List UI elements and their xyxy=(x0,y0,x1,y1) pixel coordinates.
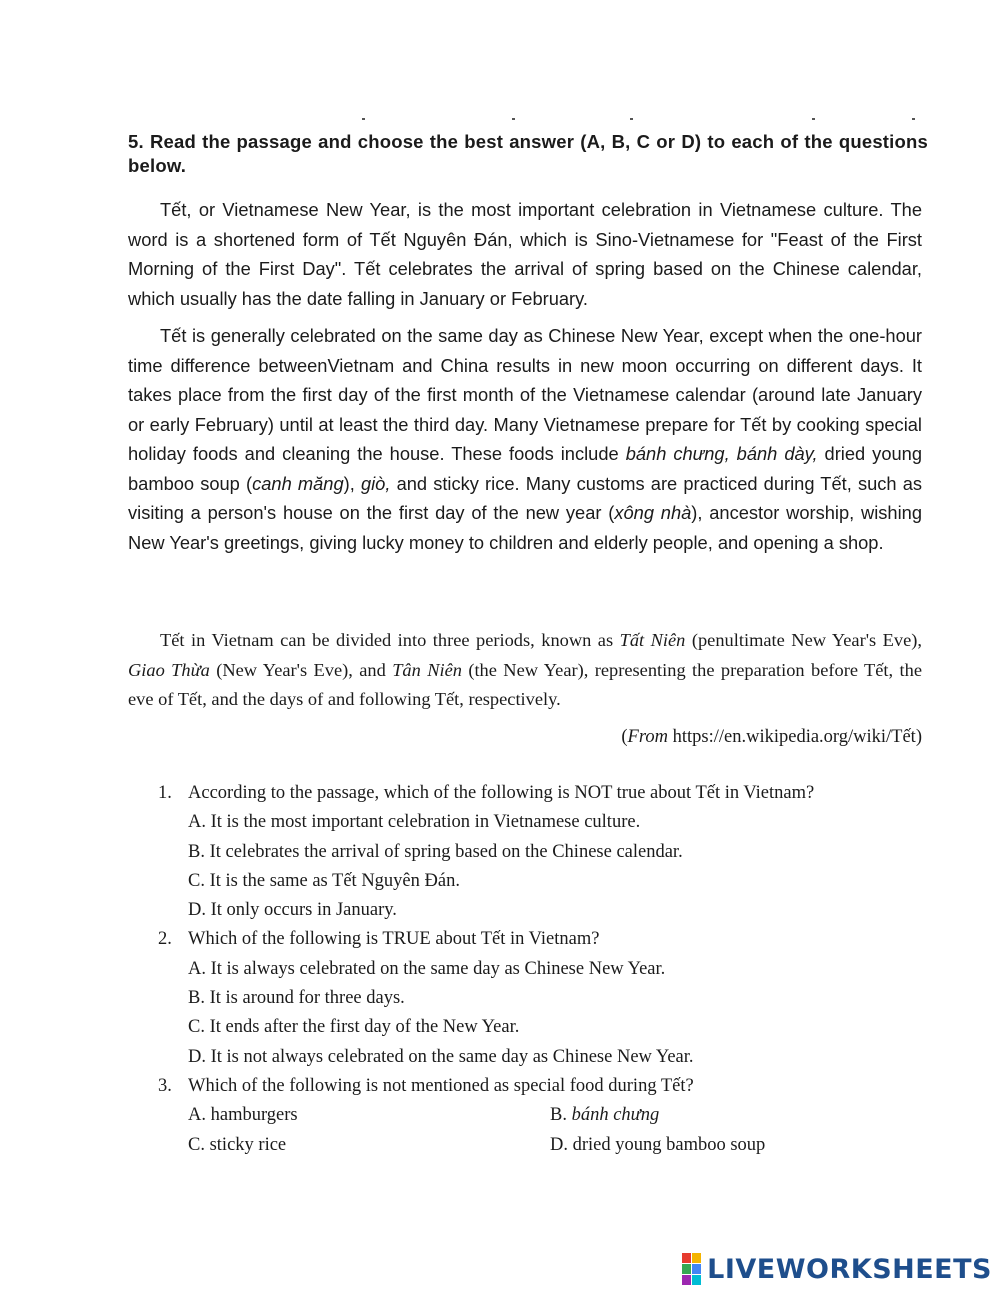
passage-paragraph-2: Tết is generally celebrated on the same day as Chinese New Year, except when the one-hour time difference betweenVietnam and China results in new moon occurring on different days. It takes place from the first day of the first month of the Vietnamese calendar (around late January or early February) until at least the third day. Many Vietnamese prepare for Tết by cooking special holiday foods and cleaning the house. These foods include bánh chưng, bánh dày, dried young bamboo soup (canh măng), giò, and sticky rice. Many customs are practiced during Tết, such as visiting a person's house on the first day of the new year (xông nhà), ancestor worship, wishing New Year's greetings, giving lucky money to children and elderly people, and opening a shop. xyxy=(128,325,923,553)
logo-mark-square xyxy=(692,1264,701,1274)
option-3b[interactable]: B. bánh chưng xyxy=(550,1105,660,1126)
question-1: 1. According to the passage, which of the following is NOT true about Tết in Vietnam? xyxy=(158,783,815,803)
question-list xyxy=(158,779,918,1160)
scan-speck xyxy=(812,118,815,120)
logo-mark-square xyxy=(682,1253,691,1263)
food-name: canh măng xyxy=(252,472,344,494)
period-name: Tất Niên xyxy=(619,630,686,650)
food-name: bánh chưng, bánh dày, xyxy=(625,443,818,464)
logo-mark-square xyxy=(692,1253,701,1263)
source-citation: (From https://en.wikipedia.org/wiki/Tết) xyxy=(621,727,922,747)
passage-paragraph-1: Tết, or Vietnamese New Year, is the most important celebration in Vietnamese culture. The word is a shortened form of Tết Nguyên Đán, which is Sino-Vietnamese for "Feast of the First Morning of the First Day". Tết celebrates the arrival of spring based on the Chinese calendar, which usually has the date falling in January or February. xyxy=(128,199,922,309)
custom-name: xông nhà xyxy=(614,502,692,523)
logo-mark-square xyxy=(682,1264,691,1274)
option-1a[interactable]: A. It is the most important celebration in Vietnamese culture. xyxy=(188,812,641,833)
scan-speck xyxy=(512,118,515,120)
food-name: giò, xyxy=(360,472,391,494)
option-3c[interactable]: C. sticky rice xyxy=(188,1134,287,1155)
logo-mark-square xyxy=(692,1275,701,1285)
liveworksheets-logo-icon xyxy=(682,1253,701,1285)
passage-paragraph-3: Tết in Vietnam can be divided into three periods, known as Tất Niên (penultimate New Year's Eve), Giao Thừa (New Year's Eve), and Tân Niên (the New Year), representing the preparation before Tết, the eve of Tết, and the days of and following Tết, respectively. xyxy=(128,630,922,709)
question-3: 3. Which of the following is not mentioned as special food during Tết? xyxy=(158,1075,694,1096)
liveworksheets-logo-text: LIVEWORKSHEETS xyxy=(707,1253,992,1285)
liveworksheets-logo[interactable] xyxy=(682,1252,992,1286)
option-1c[interactable]: C. It is the same as Tết Nguyên Đán. xyxy=(188,870,460,891)
option-1b[interactable]: B. It celebrates the arrival of spring based on the Chinese calendar. xyxy=(188,841,683,862)
question-2: 2. Which of the following is TRUE about Tết in Vietnam? xyxy=(158,929,600,950)
option-3a[interactable]: A. hamburgers xyxy=(188,1105,298,1126)
option-1d[interactable]: D. It only occurs in January. xyxy=(188,900,397,921)
logo-mark-square xyxy=(682,1275,691,1285)
option-row xyxy=(158,1131,918,1160)
period-name: Giao Thừa xyxy=(128,659,210,680)
option-2a[interactable]: A. It is always celebrated on the same day as Chinese New Year. xyxy=(188,958,666,979)
scan-speck xyxy=(912,118,915,120)
scan-speck xyxy=(362,118,365,120)
option-2d[interactable]: D. It is not always celebrated on the same day as Chinese New Year. xyxy=(188,1046,694,1067)
period-name: Tân Niên xyxy=(392,659,462,680)
scan-speck xyxy=(630,118,633,120)
option-3d[interactable]: D. dried young bamboo soup xyxy=(550,1134,766,1155)
option-row xyxy=(158,1101,918,1130)
option-2b[interactable]: B. It is around for three days. xyxy=(188,988,405,1009)
option-2c[interactable]: C. It ends after the first day of the New Year. xyxy=(188,1017,520,1038)
exercise-heading: 5. Read the passage and choose the best answer (A, B, C or D) to each of the questions below. xyxy=(128,131,928,176)
